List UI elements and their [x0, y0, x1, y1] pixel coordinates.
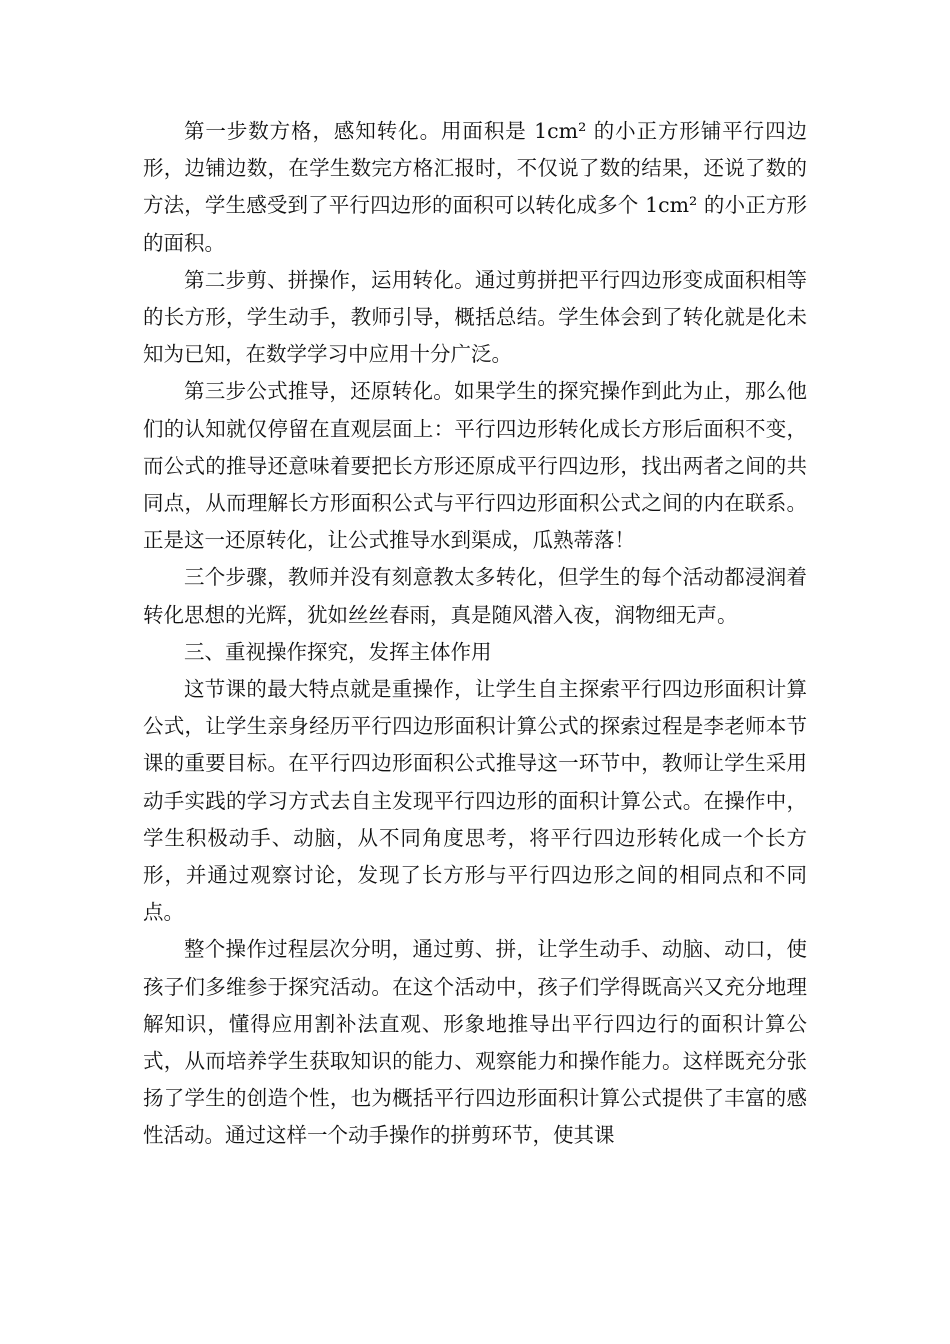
- paragraph-step-one: 第一步数方格，感知转化。用面积是 1cm² 的小正方形铺平行四边形，边铺边数，在学生数完方格汇报时，不仅说了数的结果，还说了数的方法，学生感受到了平行四边形的面积可以转化成多个 1cm² 的小正方形的面积。: [143, 119, 807, 255]
- paragraph-operation-focus: 这节课的最大特点就是重操作，让学生自主探索平行四边形面积计算公式，让学生亲身经历平行四边形面积计算公式的探索过程是李老师本节课的重要目标。在平行四边形面积公式推导这一环节中，教师让学生采用动手实践的学习方式去自主发现平行四边形的面积计算公式。在操作中，学生积极动手、动脑，从不同角度思考，将平行四边形转化成一个长方形，并通过观察讨论，发现了长方形与平行四边形之间的相同点和不同点。: [143, 677, 807, 925]
- document-page: [143, 113, 807, 1155]
- paragraph-step-two: 第二步剪、拼操作，运用转化。通过剪拼把平行四边形变成面积相等的长方形，学生动手，教师引导，概括总结。学生体会到了转化就是化未知为已知，在数学学习中应用十分广泛。: [143, 267, 807, 367]
- paragraph-operation-process: 整个操作过程层次分明，通过剪、拼，让学生动手、动脑、动口，使孩子们多维参于探究活动。在这个活动中，孩子们学得既高兴又充分地理解知识，懂得应用割补法直观、形象地推导出平行四边行的面积计算公式，从而培养学生获取知识的能力、观察能力和操作能力。这样既充分张扬了学生的创造个性，也为概括平行四边形面积计算公式提供了丰富的感性活动。通过这样一个动手操作的拼剪环节，使其课: [143, 937, 807, 1148]
- paragraph-step-three: 第三步公式推导，还原转化。如果学生的探究操作到此为止，那么他们的认知就仅停留在直观层面上：平行四边形转化成长方形后面积不变，而公式的推导还意味着要把长方形还原成平行四边形，找出两者之间的共同点，从而理解长方形面积公式与平行四边形面积公式之间的内在联系。正是这一还原转化，让公式推导水到渠成，瓜熟蒂落！: [143, 379, 807, 553]
- paragraph-three-steps-summary: 三个步骤，教师并没有刻意教太多转化，但学生的每个活动都浸润着转化思想的光辉，犹如丝丝春雨，真是随风潜入夜，润物细无声。: [143, 565, 807, 627]
- section-heading: 三、重视操作探究，发挥主体作用: [184, 639, 492, 664]
